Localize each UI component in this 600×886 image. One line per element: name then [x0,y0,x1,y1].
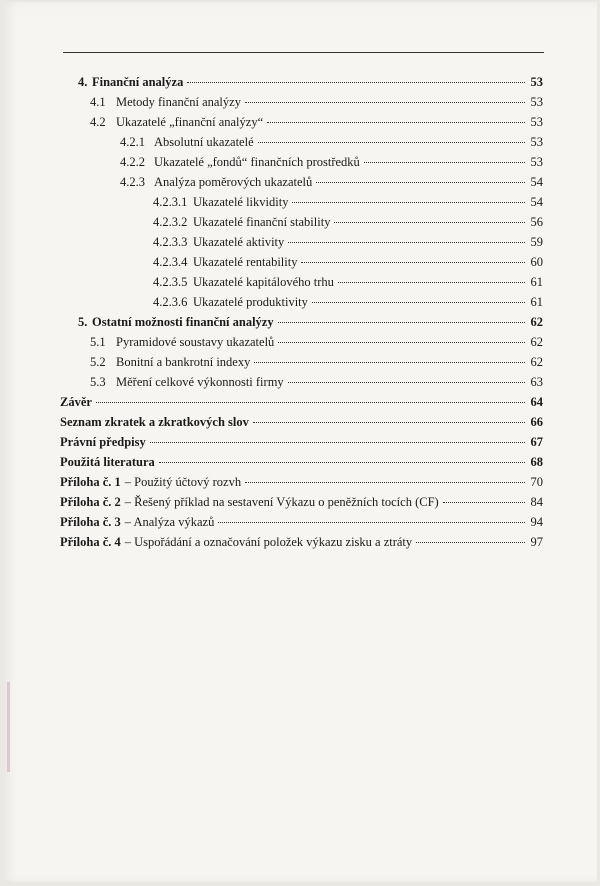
toc-number: 4.2.3 [120,175,145,189]
toc-page-number: 54 [530,175,543,189]
toc-title: Pyramidové soustavy ukazatelů [116,335,275,349]
leader-dots [150,442,525,443]
leader-dots [96,402,525,403]
toc-title: Právní předpisy [60,435,146,449]
leader-dots [253,422,525,423]
toc-page-number: 61 [530,295,543,309]
toc-number: 4.2.2 [120,155,145,169]
toc-page-number: 62 [530,355,543,369]
toc-title: Závěr [60,395,92,409]
toc-page-number: 67 [530,435,543,449]
toc-number: 5.2 [90,355,106,369]
toc-entry[interactable] [78,73,543,91]
toc-entry[interactable] [60,473,543,491]
toc-number: 4.2.3.5 [153,275,188,289]
leader-dots [301,262,525,263]
toc-number: 4.2.3.2 [153,215,188,229]
toc-number: 4.2.3.3 [153,235,188,249]
toc-title: Analýza poměrových ukazatelů [154,175,313,189]
toc-number: 4.2 [90,115,106,129]
toc-number: 5. [78,315,88,329]
toc-entry[interactable] [120,153,543,171]
toc-title: – Řešený příklad na sestavení Výkazu o peněžních tocích (CF) [124,495,439,509]
toc-title: – Použitý účtový rozvh [124,475,242,489]
page-edge-stain [7,682,10,772]
toc-entry[interactable] [153,273,543,291]
toc-entry[interactable] [90,333,543,351]
leader-dots [245,102,525,103]
toc-page-number: 62 [530,335,543,349]
toc-entry[interactable] [60,493,543,511]
toc-number: 4.1 [90,95,106,109]
toc-entry[interactable] [90,93,543,111]
toc-entry[interactable] [90,373,543,391]
leader-dots [312,302,525,303]
toc-title: Ukazatelé rentability [193,255,298,269]
toc-entry[interactable] [153,253,543,271]
leader-dots [159,462,525,463]
toc-title: Absolutní ukazatelé [154,135,254,149]
book-page [3,2,597,882]
toc-page-number: 60 [530,255,543,269]
toc-title: Ukazatelé kapitálového trhu [193,275,334,289]
leader-dots [316,182,525,183]
toc-entry[interactable] [60,453,543,471]
toc-entry[interactable] [90,353,543,371]
toc-entry[interactable] [153,193,543,211]
toc-entry[interactable] [153,233,543,251]
toc-title: Ukazatelé „finanční analýzy“ [116,115,264,129]
toc-page-number: 53 [530,95,543,109]
toc-title: Bonitní a bankrotní indexy [116,355,251,369]
leader-dots [278,342,525,343]
toc-number: 4.2.3.4 [153,255,188,269]
toc-title: Metody finanční analýzy [116,95,241,109]
toc-entry[interactable] [120,173,543,191]
toc-page-number: 53 [530,155,543,169]
toc-title: – Analýza výkazů [124,515,215,529]
toc-entry[interactable] [78,313,543,331]
toc-page-number: 62 [530,315,543,329]
toc-page-number: 59 [530,235,543,249]
leader-dots [278,322,525,323]
leader-dots [254,362,525,363]
toc-title: Měření celkové výkonnosti firmy [116,375,284,389]
toc-entry[interactable] [60,433,543,451]
toc-number: 5.1 [90,335,106,349]
leader-dots [288,242,525,243]
toc-page-number: 84 [530,495,543,509]
toc-title: Ostatní možnosti finanční analýzy [92,315,274,329]
leader-dots [218,522,525,523]
toc-title: Ukazatelé finanční stability [193,215,331,229]
toc-page-number: 53 [530,135,543,149]
toc-number: 4.2.3.6 [153,295,188,309]
toc-page-number: 70 [530,475,543,489]
toc-title: Ukazatelé aktivity [193,235,285,249]
leader-dots [416,542,525,543]
toc-entry[interactable] [153,293,543,311]
header-rule [63,52,544,53]
leader-dots [267,122,525,123]
toc-number: Příloha č. 1 [60,475,121,489]
toc-title: Ukazatelé „fondů“ finančních prostředků [154,155,360,169]
toc-page-number: 66 [530,415,543,429]
toc-title: Ukazatelé likvidity [193,195,289,209]
toc-page-number: 97 [530,535,543,549]
leader-dots [364,162,525,163]
toc-page-number: 64 [530,395,543,409]
leader-dots [258,142,525,143]
toc-page-number: 53 [530,115,543,129]
toc-number: 5.3 [90,375,106,389]
toc-number: Příloha č. 3 [60,515,121,529]
toc-title: Použitá literatura [60,455,155,469]
leader-dots [334,222,525,223]
leader-dots [292,202,525,203]
toc-title: Finanční analýza [92,75,184,89]
toc-page-number: 56 [530,215,543,229]
toc-entry[interactable] [60,393,543,411]
toc-entry[interactable] [120,133,543,151]
toc-page-number: 53 [530,75,543,89]
toc-entry[interactable] [153,213,543,231]
toc-title: Seznam zkratek a zkratkových slov [60,415,249,429]
toc-number: Příloha č. 2 [60,495,121,509]
toc-number: 4. [78,75,88,89]
leader-dots [338,282,525,283]
toc-entry[interactable] [60,533,543,551]
toc-page-number: 61 [530,275,543,289]
toc-page-number: 94 [530,515,543,529]
toc-entry[interactable] [60,513,543,531]
toc-title: Ukazatelé produktivity [193,295,308,309]
toc-entry[interactable] [60,413,543,431]
toc-page-number: 68 [530,455,543,469]
toc-title: – Uspořádání a označování položek výkazu zisku a ztráty [124,535,413,549]
toc-number: 4.2.3.1 [153,195,188,209]
toc-entry[interactable] [90,113,543,131]
toc-number: 4.2.1 [120,135,145,149]
toc-number: Příloha č. 4 [60,535,121,549]
toc-page-number: 54 [530,195,543,209]
leader-dots [288,382,525,383]
toc-page-number: 63 [530,375,543,389]
leader-dots [245,482,525,483]
leader-dots [443,502,525,503]
leader-dots [187,82,525,83]
